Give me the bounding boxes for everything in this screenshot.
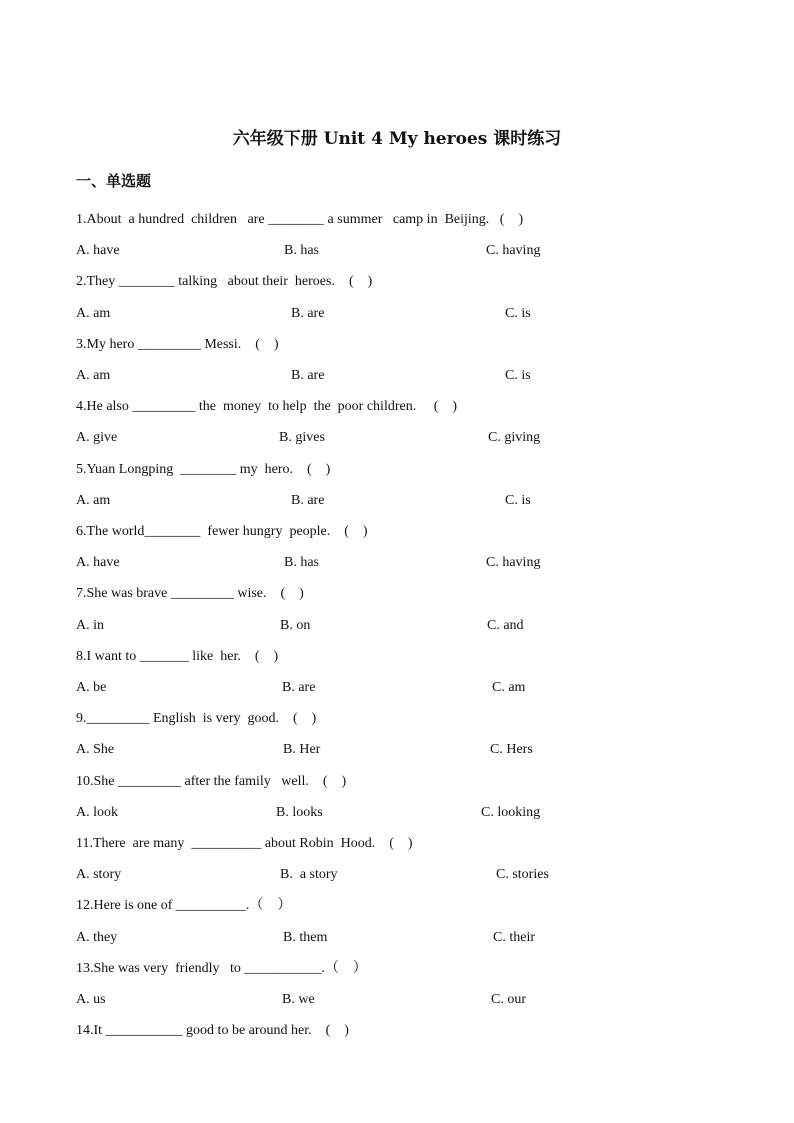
q12-option-a: A. they	[76, 930, 118, 945]
question-11: 11.There are many __________ about Robin Hood. ( )	[76, 836, 413, 851]
q12-option-c: C. their	[493, 930, 535, 945]
question-12: 12.Here is one of __________.（ ）	[76, 898, 292, 913]
q3-option-b: B. are	[291, 368, 325, 383]
q5-option-b: B. are	[291, 493, 325, 508]
q3-option-a: A. am	[76, 368, 111, 383]
question-4: 4.He also _________ the money to help the poor children. ( )	[76, 399, 458, 414]
q10-option-a: A. look	[76, 805, 118, 820]
q9-option-c: C. Hers	[490, 742, 533, 757]
q4-option-a: A. give	[76, 430, 118, 445]
q1-option-a: A. have	[76, 243, 120, 258]
section-heading: 一、单选题	[76, 172, 152, 190]
q4-option-b: B. gives	[279, 430, 325, 445]
q10-option-b: B. looks	[276, 805, 323, 820]
question-13: 13.She was very friendly to ___________.（ ）	[76, 961, 367, 976]
question-10: 10.She _________ after the family well. ( )	[76, 774, 347, 789]
q7-option-b: B. on	[280, 618, 311, 633]
page-title: 六年级下册 Unit 4 My heroes 课时练习	[232, 129, 562, 149]
q13-option-c: C. our	[491, 992, 526, 1007]
q9-option-b: B. Her	[283, 742, 321, 757]
q10-option-c: C. looking	[481, 805, 541, 820]
question-7: 7.She was brave _________ wise. ( )	[76, 586, 304, 601]
q5-option-c: C. is	[505, 493, 531, 508]
question-5: 5.Yuan Longping ________ my hero. ( )	[76, 462, 331, 477]
q4-option-c: C. giving	[488, 430, 541, 445]
q8-option-b: B. are	[282, 680, 316, 695]
q12-option-b: B. them	[283, 930, 328, 945]
q2-option-a: A. am	[76, 306, 111, 321]
q7-option-c: C. and	[487, 618, 524, 633]
q11-option-a: A. story	[76, 867, 122, 882]
q6-option-a: A. have	[76, 555, 120, 570]
question-14: 14.It ___________ good to be around her. ( )	[76, 1023, 349, 1038]
q2-option-c: C. is	[505, 306, 531, 321]
q8-option-c: C. am	[492, 680, 526, 695]
question-9: 9._________ English is very good. ( )	[76, 711, 317, 726]
q6-option-b: B. has	[284, 555, 319, 570]
question-1: 1.About a hundred children are ________ a summer camp in Beijing. ( )	[76, 212, 524, 227]
q11-option-b: B. a story	[280, 867, 338, 882]
question-6: 6.The world________ fewer hungry people. ( )	[76, 524, 368, 539]
q2-option-b: B. are	[291, 306, 325, 321]
q13-option-a: A. us	[76, 992, 106, 1007]
q1-option-c: C. having	[486, 243, 541, 258]
question-3: 3.My hero _________ Messi. ( )	[76, 337, 279, 352]
q1-option-b: B. has	[284, 243, 319, 258]
q6-option-c: C. having	[486, 555, 541, 570]
q3-option-c: C. is	[505, 368, 531, 383]
q13-option-b: B. we	[282, 992, 315, 1007]
question-8: 8.I want to _______ like her. ( )	[76, 649, 279, 664]
q8-option-a: A. be	[76, 680, 107, 695]
q9-option-a: A. She	[76, 742, 115, 757]
question-2: 2.They ________ talking about their heroes. ( )	[76, 274, 373, 289]
q11-option-c: C. stories	[496, 867, 549, 882]
q5-option-a: A. am	[76, 493, 111, 508]
q7-option-a: A. in	[76, 618, 104, 633]
